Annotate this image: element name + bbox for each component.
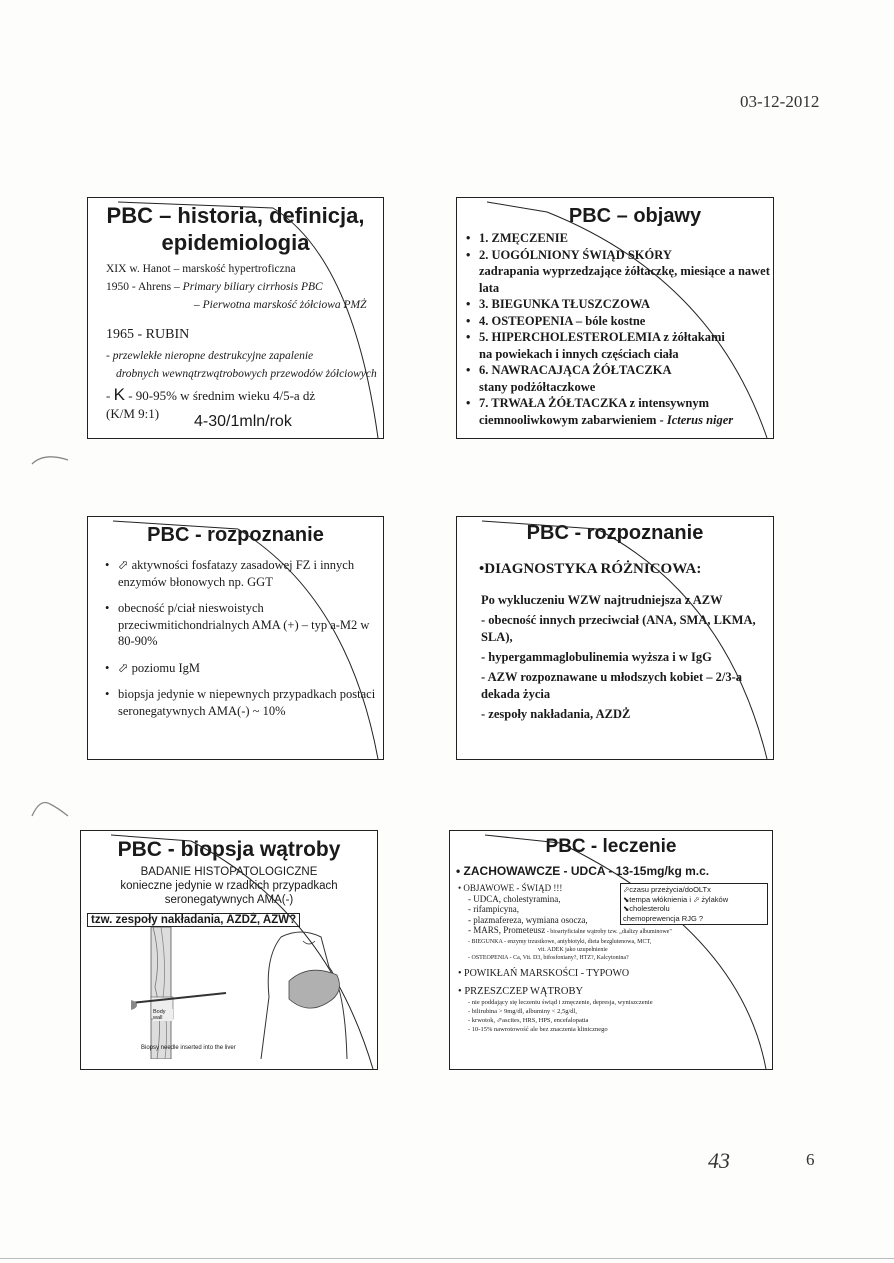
text-line: Po wykluczeniu WZW najtrudniejsza z AZW: [481, 593, 723, 607]
list-item: • biopsja jedynie w niepewnych przypadkach postaci seronegatywnych AMA(-) ~ 10%: [104, 686, 377, 719]
list-item: - OSTEOPENIA - Ca, Vit. D3, bifosfoniany?, HTZ?, Kalcytonina?: [468, 954, 629, 961]
list-item: - 10-15% nawrotowość ale bez znaczenia klinicznego: [468, 1025, 608, 1033]
text-line: drobnych wewnątrzwątrobowych przewodów żółciowych: [116, 368, 377, 380]
slide-historia: [87, 197, 384, 439]
slide-biopsja: [80, 830, 378, 1070]
biopsy-illustration: [131, 927, 371, 1059]
slide-title: PBC - leczenie: [545, 836, 677, 857]
scan-edge-line: [0, 1258, 894, 1259]
slide-title: PBC - rozpoznanie: [147, 524, 324, 546]
list-item: • 4. OSTEOPENIA – bóle kostne: [465, 313, 773, 330]
slide-objawy: [456, 197, 774, 439]
list-item: - rifampicyna,: [468, 904, 519, 914]
margin-mark: [30, 798, 70, 820]
section-heading: •DIAGNOSTYKA RÓŻNICOWA:: [479, 561, 702, 577]
list-item: • 2. UOGÓLNIONY ŚWIĄD SKÓRY zadrapania wyprzedzające żółtaczkę, miesiące a nawet lata: [465, 247, 773, 297]
label-biopsy-needle: Biopsy needle inserted into the liver: [141, 1045, 236, 1051]
text-line: - K - 90-95% w średnim wieku 4/5-a dż: [106, 385, 316, 404]
list-item: vit. ADEK jako uzupełnienie: [538, 946, 608, 953]
slide-leczenie: [449, 830, 773, 1070]
list-item: • ⬀ poziomu IgM: [104, 660, 377, 677]
handwritten-note: 43: [708, 1148, 730, 1173]
slide-rozpoznanie-2: [456, 516, 774, 760]
text-line: – Pierwotna marskość żółciowa PMŻ: [194, 299, 367, 311]
list-item: - nie poddający się leczeniu świąd i zmęczenie, depresja, wyniszczenie: [468, 998, 653, 1006]
label-body-wall: Body wall: [153, 1009, 173, 1021]
incidence-value: 4-30/1mln/rok: [194, 413, 292, 430]
list-item: • ⬀ aktywności fosfatazy zasadowej FZ i innych enzymów błonowych np. GGT: [104, 557, 377, 590]
section-heading: • OBJAWOWE - ŚWIĄD !!!: [458, 883, 563, 893]
slide-title: PBC - rozpoznanie: [526, 522, 704, 544]
slide-title: PBC – historia, definicja,: [106, 203, 365, 228]
list-item: • obecność p/ciał nieswoistych przeciwmitichondrialnych AMA (+) – typ a-M2 w 80-90%: [104, 600, 377, 650]
slide-title: PBC - biopsja wątroby: [117, 838, 341, 861]
subtitle: konieczne jedynie w rzadkich przypadkach: [120, 880, 338, 892]
page-date: 03-12-2012: [740, 92, 820, 111]
page-number: 6: [806, 1150, 815, 1169]
list-item: - bilirubina > 9mg/dl, albuminy < 2,5g/dl,: [468, 1007, 577, 1015]
text-line: 1950 - Ahrens – Primary biliary cirrhosis PBC: [106, 281, 323, 293]
slide-title: PBC – objawy: [568, 205, 702, 227]
section-heading: • PRZESZCZEP WĄTROBY: [458, 986, 584, 997]
list-item: - UDCA, cholestyramina,: [468, 893, 561, 904]
list-item: - zespoły nakładania, AZDŻ: [481, 707, 631, 721]
udca-effects-box: ⬀czasu przeżycia/doOLTx ⬊tempa włóknienia i ⬀ żylaków ⬊cholesterolu chemoprewencja RJG ?: [620, 883, 768, 925]
treatment-main: • ZACHOWAWCZE - UDCA - 13-15mg/kg m.c.: [456, 864, 710, 878]
text-line: XIX w. Hanot – marskość hypertroficzna: [106, 263, 296, 275]
subtitle: seronegatywnych AMA(-): [164, 894, 294, 906]
list-item: • 7. TRWAŁA ŻÓŁTACZKA z intensywnym ciemnooliwkowym zabarwieniem - Icterus niger: [465, 395, 773, 428]
list-item: - obecność innych przeciwciał (ANA, SMA, LKMA, SLA),: [481, 613, 756, 644]
slide-title-2: epidemiologia: [161, 230, 310, 255]
list-item: - plazmafereza, wymiana osocza,: [468, 914, 588, 925]
margin-mark: [30, 448, 70, 468]
list-item: - krwotok, ⬀ascites, HRS, HPS, encefalopatia: [468, 1016, 589, 1024]
list-item: - hypergammaglobulinemia wyższa i w IgG: [481, 650, 712, 664]
subtitle: BADANIE HISTOPATOLOGICZNE: [140, 866, 318, 878]
list-item: • 1. ZMĘCZENIE: [465, 230, 773, 247]
text-line: - przewlekłe nieropne destrukcyjne zapalenie: [106, 350, 314, 362]
list-item: - AZW rozpoznawane u młodszych kobiet – 2/3-a dekada życia: [481, 670, 743, 701]
list-item: • 5. HIPERCHOLESTEROLEMIA z żółtakami na powiekach i innych częściach ciała: [465, 329, 773, 362]
list-item: - BIEGUNKA - enzymy trzustkowe, antybiotyki, dieta bezglutenowa, MCT,: [468, 938, 652, 945]
list-item: - MARS, Prometeusz - bioartyficialne wątroby tzw. „dializy albuminowe": [468, 925, 672, 935]
section-heading: • POWIKŁAŃ MARSKOŚCI - TYPOWO: [458, 967, 630, 979]
slide-rozpoznanie-1: [87, 516, 384, 760]
boxed-note: tzw. zespoły nakładania, AZDŻ, AZW?: [87, 913, 300, 927]
text-line: 1965 - RUBIN: [106, 327, 190, 342]
list-item: • 3. BIEGUNKA TŁUSZCZOWA: [465, 296, 773, 313]
text-line: (K/M 9:1): [106, 406, 160, 421]
list-item: • 6. NAWRACAJĄCA ŻÓŁTACZKA stany podżółtaczkowe: [465, 362, 773, 395]
